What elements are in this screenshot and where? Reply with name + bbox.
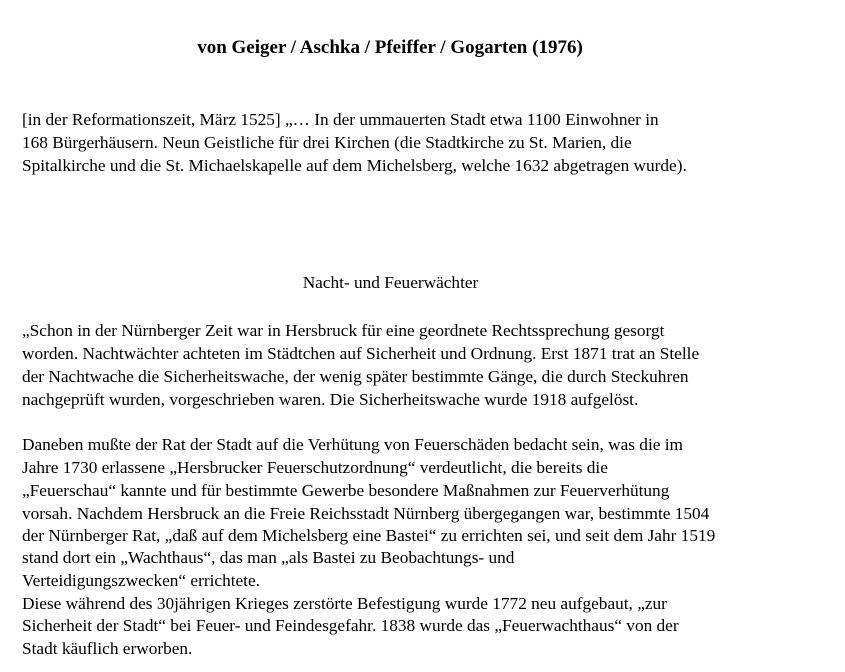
- paragraph2-line: Jahre 1730 erlassene „Hersbrucker Feuerschutzordnung“ verdeutlicht, die bereits die: [22, 458, 608, 477]
- paragraph1-line: nachgeprüft wurden, vorgeschrieben waren. Die Sicherheitswache wurde 1918 aufgelöst.: [22, 390, 639, 409]
- paragraph2-line: Stadt käuflich erworben.: [22, 639, 193, 658]
- paragraph2-line: stand dort ein „Wachthaus“, das man „als Bastei zu Beobachtungs- und: [22, 548, 515, 567]
- document-heading: von Geiger / Aschka / Pfeiffer / Gogarten (1976): [197, 37, 583, 58]
- paragraph1-line: worden. Nachtwächter achteten im Städtchen auf Sicherheit und Ordnung. Erst 1871 trat an Stelle: [22, 344, 700, 363]
- intro-line: Spitalkirche und die St. Michaelskapelle auf dem Michelsberg, welche 1632 abgetragen wurde).: [22, 156, 687, 175]
- paragraph1-line: der Nachtwache die Sicherheitswache, der wenig später bestimmte Gänge, die durch Steckuhren: [22, 367, 689, 386]
- paragraph2-line: vorsah. Nachdem Hersbruck an die Freie Reichsstadt Nürnberg übergegangen war, bestimmte 1504: [22, 504, 710, 523]
- paragraph2-line: Sicherheit der Stadt“ bei Feuer- und Feindesgefahr. 1838 wurde das „Feuerwachthaus“ von der: [22, 616, 679, 635]
- paragraph2-line: Verteidigungszwecken“ errichtete.: [22, 571, 260, 590]
- paragraph2-line: Daneben mußte der Rat der Stadt auf die Verhütung von Feuerschäden bedacht sein, was die im: [22, 435, 683, 454]
- intro-line: 168 Bürgerhäusern. Neun Geistliche für drei Kirchen (die Stadtkirche zu St. Marien, die: [22, 133, 632, 152]
- paragraph2-line: Diese während des 30jährigen Krieges zerstörte Befestigung wurde 1772 neu aufgebaut, „zur: [22, 594, 667, 613]
- section-title: Nacht- und Feuerwächter: [302, 273, 479, 292]
- intro-line: [in der Reformationszeit, März 1525] „… In der ummauerten Stadt etwa 1100 Einwohner in: [22, 110, 659, 129]
- paragraph2-line: „Feuerschau“ kannte und für bestimmte Gewerbe besondere Maßnahmen zur Feuerverhütung: [22, 481, 670, 500]
- paragraph1-line: „Schon in der Nürnberger Zeit war in Hersbruck für eine geordnete Rechtssprechung gesorgt: [22, 321, 665, 340]
- paragraph2-line: der Nürnberger Rat, „daß auf dem Michelsberg eine Bastei“ zu errichten sei, und seit dem Jahr 1519: [22, 526, 716, 545]
